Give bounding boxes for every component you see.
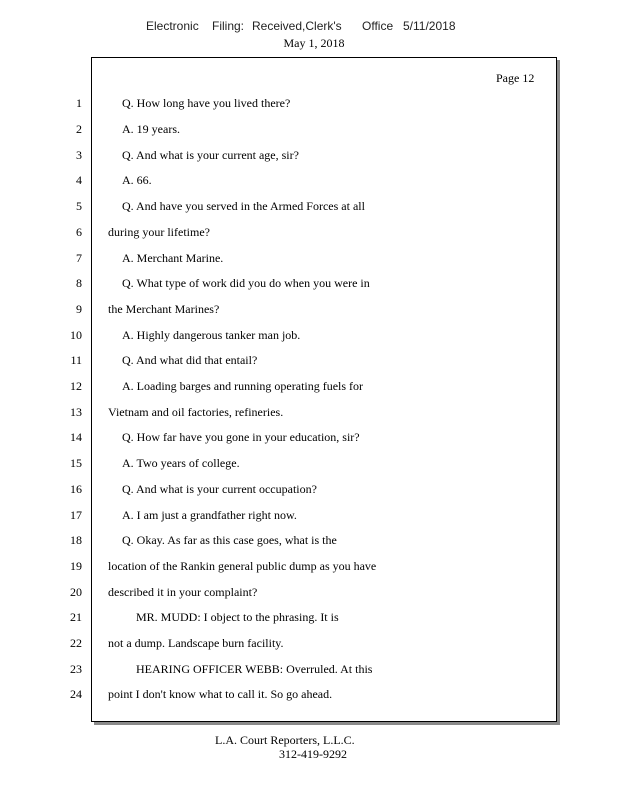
stamp-filing: Filing: [212, 19, 245, 33]
transcript-date: May 1, 2018 [283, 36, 345, 50]
transcript-line: MR. MUDD: I object to the phrasing. It is [136, 610, 339, 624]
transcript-line: the Merchant Marines? [108, 302, 220, 316]
stamp-electronic: Electronic [146, 19, 199, 33]
transcript-line: HEARING OFFICER WEBB: Overruled. At this [136, 662, 373, 676]
transcript-line: not a dump. Landscape burn facility. [108, 636, 284, 650]
transcript-line: A. Two years of college. [122, 456, 240, 470]
transcript-line: A. I am just a grandfather right now. [122, 508, 297, 522]
line-number: 4 [76, 173, 82, 187]
transcript-line: Q. How long have you lived there? [122, 96, 291, 110]
transcript-line: A. Loading barges and running operating fuels for [122, 379, 364, 393]
transcript-line: Q. And what is your current occupation? [122, 482, 317, 496]
line-number: 9 [76, 302, 82, 316]
transcript-line: A. Merchant Marine. [122, 251, 224, 265]
line-number: 14 [70, 430, 82, 444]
line-number: 1 [76, 96, 82, 110]
page-number: Page 12 [496, 71, 535, 85]
line-number: 15 [70, 456, 82, 470]
transcript-line: Q. And have you served in the Armed Forces at all [122, 199, 365, 213]
line-number: 2 [76, 122, 82, 136]
line-number: 23 [70, 662, 82, 676]
transcript-line: Q. Okay. As far as this case goes, what is the [122, 533, 337, 547]
transcript-line: Vietnam and oil factories, refineries. [108, 405, 284, 419]
line-number: 11 [70, 353, 82, 367]
line-number: 20 [70, 585, 82, 599]
line-number: 12 [70, 379, 82, 393]
stamp-office: Office [362, 19, 394, 33]
line-number: 19 [70, 559, 82, 573]
line-number: 17 [70, 508, 82, 522]
transcript-line: A. Highly dangerous tanker man job. [122, 328, 301, 342]
line-number: 18 [70, 533, 82, 547]
reporter-company: L.A. Court Reporters, L.L.C. [215, 733, 355, 747]
transcript-line: Q. What type of work did you do when you were in [122, 276, 370, 290]
stamp-received-clerks: Received,Clerk's [252, 19, 342, 33]
transcript-line: Q. And what did that entail? [122, 353, 258, 367]
line-number: 10 [70, 328, 82, 342]
transcript-line: Q. And what is your current age, sir? [122, 148, 299, 162]
line-number: 22 [70, 636, 82, 650]
line-number: 5 [76, 199, 82, 213]
line-number: 3 [76, 148, 82, 162]
transcript-line: described it in your complaint? [108, 585, 258, 599]
transcript-line: location of the Rankin general public dump as you have [108, 559, 377, 573]
stamp-filed-date: 5/11/2018 [403, 19, 456, 33]
line-number: 16 [70, 482, 82, 496]
transcript-line: A. 19 years. [122, 122, 180, 136]
transcript-line: Q. How far have you gone in your education, sir? [122, 430, 360, 444]
transcript-line: point I don't know what to call it. So go ahead. [108, 687, 333, 701]
line-number: 24 [70, 687, 82, 701]
line-number: 7 [76, 251, 82, 265]
line-number: 8 [76, 276, 82, 290]
transcript-line: during your lifetime? [108, 225, 210, 239]
reporter-phone: 312-419-9292 [279, 747, 347, 761]
transcript-line: A. 66. [122, 173, 152, 187]
line-number: 13 [70, 405, 82, 419]
line-number: 21 [70, 610, 82, 624]
line-number: 6 [76, 225, 82, 239]
